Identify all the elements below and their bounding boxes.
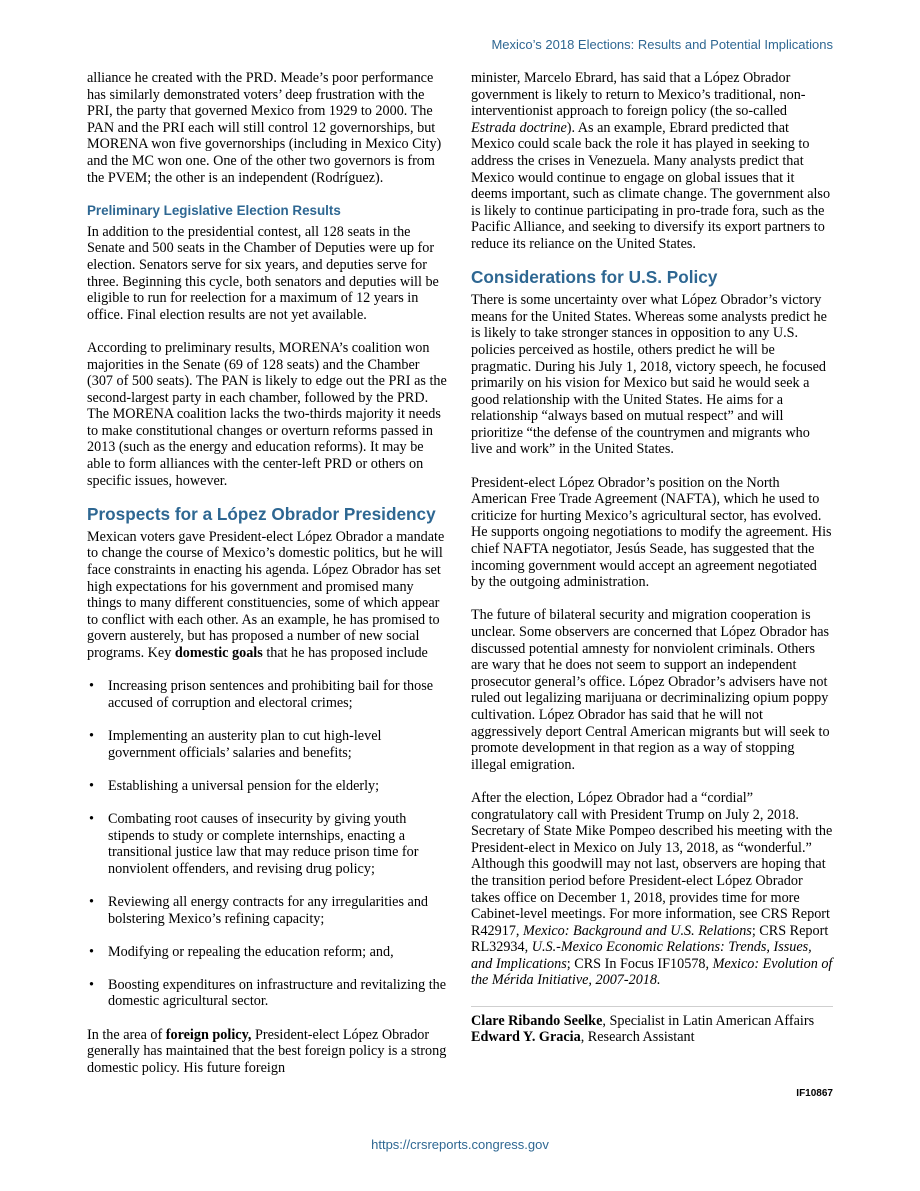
text-run: ; CRS Report RL32934, <box>471 922 829 956</box>
list-item: • Boosting expenditures on infrastructure and revitalizing the domestic agricultural sector. <box>87 977 449 1010</box>
bold-foreign-policy: foreign policy, <box>165 1026 252 1043</box>
author-divider <box>471 1006 833 1007</box>
paragraph-uncertainty: There is some uncertainty over what López Obrador’s victory means for the United States. Whereas some analysts predict he is likely to take stronger stances in opposition to any U.S. policies perceived as hostile, others predict he will be pragmatic. During his July 1, 2018, victory speech, he focused primarily on his vision for Mexico but said he would seek a good relationship with the United States. He aims for a relationship “always based on mutual respect” and will prioritize “the defense of the countrymen and migrants who live and work” in the United States. <box>471 292 827 458</box>
heading-legislative-results: Preliminary Legislative Election Results <box>87 202 341 218</box>
bold-domestic-goals: domestic goals <box>174 645 263 661</box>
left-column <box>87 70 449 1093</box>
paragraph-legislative-preliminary: According to preliminary results, MORENA’s coalition won majorities in the Senate (69 of 128 seats) and the Chamber (307 of 500 seats). The PAN is likely to edge out the PRI as the second-largest party in each chamber, followed by the PRD. The MORENA coalition lacks the two-thirds majority it needs to make constitutional changes or overturn reforms passed in 2013 (such as the energy and education reforms). It may be able to form alliances with the center-left PRD or others on specific issues, however. <box>87 339 447 489</box>
list-item: • Modifying or repealing the education reform; and, <box>87 944 449 961</box>
paragraph-governorships: alliance he created with the PRD. Meade’s poor performance has similarly demonstrated voters’ deep frustration with the PRI, the party that governed Mexico from 1929 to 2000. The PAN and the PRI each will still control 12 governorships, but MORENA won five governorships (including in Mexico City) and the MC won one. One of the other two governors is from the PVEM; the other is an independent (Rodríguez). <box>87 70 442 186</box>
paragraph-legislative-seats: In addition to the presidential contest, all 128 seats in the Senate and 500 seats in the Chamber of Deputies were up for election. Senators serve for six years, and deputies serve for three. Beginning this cycle, both senators and deputies will be eligible to run for reelection for a maximum of 12 years in office. Final election results are not yet available. <box>87 223 439 323</box>
paragraph-foreign-policy <box>87 1027 449 1077</box>
heading-us-policy: Considerations for U.S. Policy <box>471 267 718 288</box>
italic-estrada-doctrine: Estrada doctrine <box>471 119 567 136</box>
list-item: • Establishing a universal pension for the elderly; <box>87 778 449 795</box>
paragraph-security-migration: The future of bilateral security and migration cooperation is unclear. Some observers are concerned that López Obrador has discussed potential amnesty for nonviolent criminals. Others are wary that he does not seem to support an independent prosecutor general’s office. López Obrador’s advisers have not ruled out legalizing marijuana or decriminalizing opium poppy cultivation. López Obrador has said that he will not aggressively deport Central American migrants but will seek to promote development in that region as a way of stopping illegal emigration. <box>471 607 830 773</box>
author-role: , Research Assistant <box>580 1029 695 1046</box>
text-run: Mexican voters gave President-elect López Obrador a mandate to change the course of Mexico’s domestic politics, but he will face constraints in enacting his agenda. López Obrador has set high expectations for his government and promised many things to many different constituencies, some of which appear to conflict with each other. As an example, he has promised to govern austerely, but has proposed a number of new social programs. Key <box>87 528 445 661</box>
text-run: ). As an example, Ebrard predicted that Mexico could scale back the role it has played in seeking to address the crises in Venezuela. Many analysts predict that Mexico would continue to engage on global issues that it deems important, such as climate change. The government also is likely to continue participating in pro-trade fora, such as the Pacific Alliance, and seeking to diversify its export partners to reduce its reliance on the United States. <box>471 119 831 252</box>
text-run: In the area of <box>87 1026 166 1043</box>
paragraph-post-election <box>471 790 833 989</box>
running-header-title: Mexico’s 2018 Elections: Results and Potential Implications <box>491 37 833 52</box>
text-run: After the election, López Obrador had a “cordial” congratulatory call with President Trump on July 2, 2018. Secretary of State Mike Pompeo described his meeting with the President-elect in Mexico on July 13, 2018, as “wonderful.” Although this goodwill may not last, observers are hoping that the transition period before President-elect López Obrador takes office on December 1, 2018, provides time for more Cabinet-level meetings. For more information, see CRS Report R42917, <box>471 789 833 939</box>
report-title-link[interactable]: U.S.-Mexico Economic Relations: Trends, Issues, and Implications <box>471 939 812 972</box>
report-title-link[interactable]: Mexico: Evolution of the Mérida Initiative, 2007-2018. <box>471 955 833 989</box>
text-run: minister, Marcelo Ebrard, has said that a López Obrador government is likely to return to Mexico’s traditional, non-interventionist approach to foreign policy (the so-called <box>471 70 806 120</box>
list-item: • Reviewing all energy contracts for any irregularities and bolstering Mexico’s refining capacity; <box>87 894 449 927</box>
domestic-goals-list <box>87 678 449 1010</box>
paragraph-nafta: President-elect López Obrador’s position on the North American Free Trade Agreement (NAFTA), which he used to criticize for hurting Mexico’s agricultural sector, has evolved. He supports ongoing negotiations to modify the agreement. His chief NAFTA negotiator, Jesús Seade, has suggested that the incoming government would accept an agreement negotiated by the outgoing administration. <box>471 474 832 591</box>
text-run: that he has proposed include <box>262 645 428 661</box>
heading-prospects: Prospects for a López Obrador Presidency <box>87 503 436 524</box>
author-name: Edward Y. Gracia <box>471 1029 581 1046</box>
paragraph-prospects <box>87 529 449 662</box>
report-title-link[interactable]: Mexico: Background and U.S. Relations <box>523 922 752 939</box>
author-gracia <box>471 1029 833 1046</box>
document-id: IF10867 <box>796 1088 833 1099</box>
footer-url-link[interactable]: https://crsreports.congress.gov <box>371 1137 549 1152</box>
author-seelke <box>471 1013 833 1030</box>
text-run: President-elect López Obrador generally has maintained that the best foreign policy is a strong domestic policy. His future foreign <box>87 1026 447 1076</box>
author-name: Clare Ribando Seelke <box>471 1012 603 1029</box>
list-item: • Increasing prison sentences and prohibiting bail for those accused of corruption and electoral crimes; <box>87 678 449 711</box>
right-column <box>471 70 833 1046</box>
paragraph-foreign-minister <box>471 70 833 253</box>
list-item: • Combating root causes of insecurity by giving youth stipends to study or complete internships, enacting a transitional justice law that may reduce prison time for nonviolent offenders, and revising drug policy; <box>87 811 449 877</box>
text-run: ; CRS In Focus IF10578, <box>566 955 713 972</box>
list-item: • Implementing an austerity plan to cut high-level government officials’ salaries and benefits; <box>87 728 449 761</box>
author-role: , Specialist in Latin American Affairs <box>602 1012 815 1029</box>
